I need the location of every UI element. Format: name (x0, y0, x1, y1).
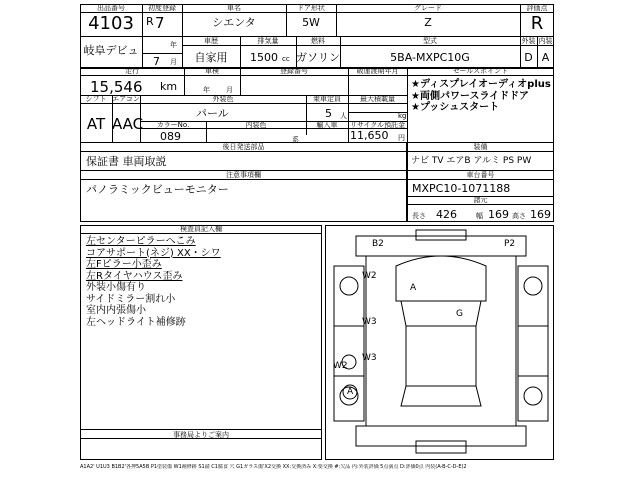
lot-number: 4103 (88, 13, 134, 34)
damage-mark: A (347, 387, 354, 397)
recycle-fee: 11,650 (350, 129, 389, 142)
inspector-line: 室内内張傷小 (86, 305, 146, 316)
sales-point: ★ディスプレイオーディオplus (411, 79, 551, 90)
inspector-line: 左センターピラーへこみ (86, 236, 196, 247)
ac: AAC (112, 115, 144, 133)
mileage: 15,546 (90, 78, 143, 96)
car-diagram (326, 226, 553, 459)
debut-text: 岐阜デビュ (83, 44, 139, 57)
damage-mark: W2 (333, 361, 348, 371)
car-label: 車名 (227, 4, 241, 12)
inspector-line: 左Rタイヤハウス歪み (86, 270, 183, 282)
damage-mark: W3 (362, 317, 377, 327)
shift-label: シフト (85, 95, 107, 103)
notes-value: パノラミックビューモニター (86, 183, 229, 196)
frame-number: MXPC10-1071188 (412, 182, 511, 195)
ext-label: 外装 (521, 37, 536, 45)
load-label: 最大積載量 (360, 95, 395, 103)
usage: 自家用 (194, 51, 228, 64)
docs-value: 保証書 車両取説 (86, 155, 167, 168)
lot-label: 出品番号 (97, 4, 125, 12)
right-quarter (518, 376, 548, 421)
ac-label: エアコン (112, 95, 140, 103)
model-code: 5BA-MXPC10G (390, 51, 470, 64)
width-label: 幅 (476, 212, 483, 220)
doors: 5W (302, 16, 320, 29)
roof-shape (406, 326, 476, 386)
rear-window-shape (401, 386, 481, 406)
recycle-unit: 円 (398, 134, 405, 142)
fuel-label: 燃料 (311, 37, 325, 45)
seats-label: 乗車定員 (313, 95, 341, 103)
month-unit: 月 (170, 58, 177, 66)
color: パール (196, 107, 229, 120)
displacement: 1500 (250, 51, 278, 64)
score-label: 評価点 (526, 4, 548, 12)
inspector-notes (86, 236, 221, 328)
grade-label: グレード (414, 4, 442, 12)
recycle-fee-label: リサイクル預託金 (349, 121, 406, 129)
color-number: 089 (160, 130, 181, 143)
windshield-shape (401, 301, 481, 326)
docs-label: 後日発送部品 (222, 143, 265, 151)
inspection-year-unit: 年 (203, 86, 210, 94)
mileage-label: 走行 (125, 67, 139, 75)
import-label: 輸入車 (316, 121, 338, 129)
intcolor-unit: 系 (292, 136, 299, 144)
inspector-line: コアサポート(ネジ) XX・シワ (86, 247, 221, 259)
legend-footer: A1A2' U1U3 B1B2'各押5A5B P1塗装傷 W1補修跡 S1錆 C1腐食 穴 G1ガラス傷'X2交換 XX:交換済み X:要交換 #:欠品 内:外装評価 5点満点 D:評価0点 内装(A-B-C-D-E)2 (80, 464, 467, 470)
plate-label: 登録番号 (280, 67, 308, 75)
color-label: 外装色 (212, 95, 234, 103)
year-unit: 年 (170, 41, 177, 49)
fuel: ガソリン (296, 51, 340, 64)
inspector-line: 外装小傷有り (86, 282, 146, 293)
notes-label: 注意事項欄 (226, 171, 261, 179)
int-score: A (541, 51, 550, 64)
seats-unit: 人 (340, 112, 347, 120)
reg-month: 7 (153, 55, 160, 68)
sales-label: セールスポイント (452, 67, 509, 75)
score: R (530, 13, 544, 34)
inspector-label: 検査員記入欄 (180, 225, 222, 233)
body-outline (366, 256, 516, 426)
hood-shape (396, 256, 486, 301)
reg-year: 7 (155, 14, 165, 32)
ext-score: D (524, 51, 533, 64)
reg-era: R (146, 15, 154, 28)
damage-mark: G (456, 309, 463, 319)
inspection-month-unit: 月 (226, 86, 233, 94)
inspection-label: 車検 (205, 67, 219, 75)
int-label: 内装 (538, 37, 553, 45)
inspector-line: サイドミラー割れ小 (86, 293, 176, 305)
frame-label: 車台番号 (466, 171, 495, 179)
sales-point: ★プッシュスタート (411, 102, 500, 113)
car-name: シエンタ (212, 16, 256, 29)
height: 169 (530, 208, 551, 221)
doors-label: ドア形状 (297, 4, 325, 12)
right-front-door (518, 266, 548, 326)
reg-label: 初度登録 (148, 4, 176, 12)
length-label: 長さ (412, 212, 426, 220)
left-front-door (334, 266, 364, 326)
equipment: ナビ TV エアB アルミ PS PW (411, 156, 532, 166)
sales-point: ★両側パワースライドドア (411, 90, 529, 102)
grade: Z (424, 16, 432, 29)
height-label: 高さ (512, 212, 526, 220)
wheel-rf (524, 277, 542, 295)
disp-label: 排気量 (257, 37, 279, 45)
damage-mark: W3 (362, 353, 377, 363)
damage-mark: W2 (362, 271, 377, 281)
equip-label: 装備 (473, 143, 488, 151)
damage-mark: P2 (504, 239, 516, 249)
inspector-line: 左Fピラー小歪み (86, 259, 162, 270)
usage-label: 車歴 (204, 37, 218, 45)
sales-points (411, 79, 551, 114)
wheel-lf (340, 277, 358, 295)
seats: 5 (325, 107, 332, 120)
rear-bumper-shape (356, 426, 526, 446)
length: 426 (436, 208, 457, 221)
model-label: 型式 (423, 37, 437, 45)
intcolor-label: 内装色 (245, 121, 267, 129)
recycle-date-label: 販運渡期年月 (356, 67, 399, 75)
disp-unit: cc (282, 55, 290, 63)
office-label: 事務局よりご案内 (173, 431, 229, 439)
damage-mark: A (410, 283, 417, 293)
colorno-label: カラーNo. (156, 121, 190, 129)
inspector-line: 左ヘッドライト補修跡 (86, 316, 186, 328)
right-rear-door (518, 326, 548, 376)
damage-mark: B2 (372, 239, 384, 249)
dims-label: 諸元 (473, 196, 488, 204)
load-unit: kg (398, 112, 407, 120)
mileage-unit: km (160, 80, 178, 93)
wheel-rr (524, 387, 542, 405)
rear-plate-shape (416, 441, 466, 453)
shift: AT (86, 115, 106, 133)
front-grille-shape (416, 230, 466, 240)
width: 169 (488, 208, 509, 221)
